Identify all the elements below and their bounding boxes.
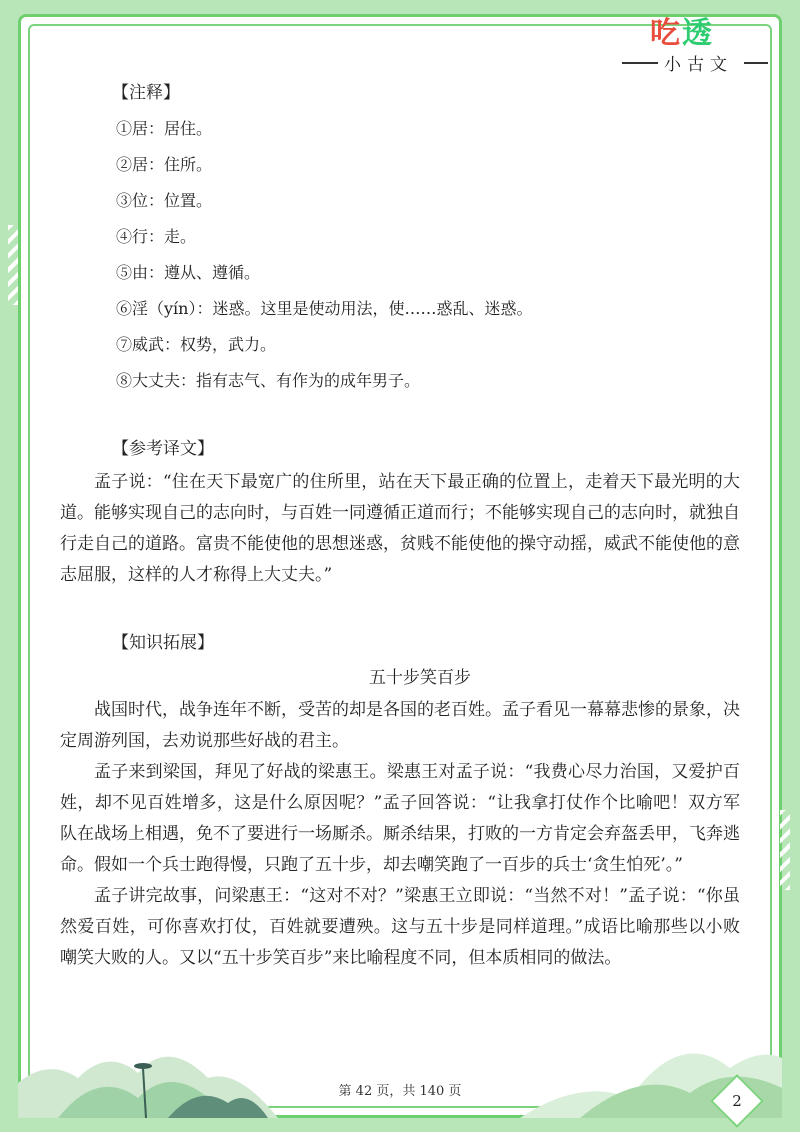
note-item: ⑧大丈夫：指有志气、有作为的成年男子。 xyxy=(116,371,421,390)
brand-logo xyxy=(640,8,760,78)
logo-line-left xyxy=(622,62,658,64)
note-item: ④行：走。 xyxy=(116,227,197,246)
note-item: ⑤由：遵从、遵循。 xyxy=(116,263,261,282)
note-item: ⑥淫（yín）：迷惑。这里是使动用法，使……惑乱、迷惑。 xyxy=(116,299,533,318)
note-item: ①居：居住。 xyxy=(116,119,213,138)
mountain-illustration-left xyxy=(18,1028,278,1118)
extension-heading: 【知识拓展】 xyxy=(112,633,214,653)
translation-text: 孟子说：“住在天下最宽广的住所里，站在天下最正确的位置上，走着天下最光明的大道。能够实现自己的志向时，与百姓一同遵循正道而行；不能够实现自己的志向时，就独自行走自己的道路。富贵不能使他的思想迷惑，贫贱不能使他的操守动摇，威武不能使他的意志屈服，这样的人才称得上大丈夫。” xyxy=(60,472,740,585)
logo-line-right xyxy=(744,62,768,64)
logo-char-1: 吃 xyxy=(650,16,682,51)
story-paragraph: 战国时代，战争连年不断，受苦的却是各国的老百姓。孟子看见一幕幕悲惨的景象，决定周游列国，去劝说那些好战的君主。 xyxy=(60,700,740,751)
story-title: 五十步笑百步 xyxy=(369,668,471,688)
decor-stripes-right xyxy=(780,810,790,890)
story-paragraph: 孟子讲完故事，问梁惠王：“这对不对？”梁惠王立即说：“当然不对！”孟子说：“你虽然爱百姓，可你喜欢打仗，百姓就要遭殃。这与五十步是同样道理。”成语比喻那些以小败嘲笑大败的人。又以“五十步笑百步”来比喻程度不同，但本质相同的做法。 xyxy=(60,886,740,968)
notes-heading: 【注释】 xyxy=(112,83,180,103)
story-paragraph: 孟子来到梁国，拜见了好战的梁惠王。梁惠王对孟子说：“我费心尽力治国，又爱护百姓，却不见百姓增多，这是什么原因呢？”孟子回答说：“让我拿打仗作个比喻吧！双方军队在战场上相遇，免不了要进行一场厮杀。厮杀结果，打败的一方肯定会弃盔丢甲，飞奔逃命。假如一个兵士跑得慢，只跑了五十步，却去嘲笑跑了一百步的兵士‘贪生怕死’。” xyxy=(60,762,740,875)
logo-subtitle: 小古文 xyxy=(664,55,733,75)
page-footer: 第 42 页，共 140 页 xyxy=(338,1084,462,1099)
page-number: 2 xyxy=(732,1092,742,1110)
page-content xyxy=(60,75,740,974)
notes-list xyxy=(116,111,740,399)
logo-char-2: 透 xyxy=(682,16,714,51)
decor-stripes-left xyxy=(8,225,18,305)
note-item: ②居：住所。 xyxy=(116,155,213,174)
note-item: ⑦威武：权势，武力。 xyxy=(116,335,277,354)
note-item: ③位：位置。 xyxy=(116,191,213,210)
translation-heading: 【参考译文】 xyxy=(112,439,214,459)
